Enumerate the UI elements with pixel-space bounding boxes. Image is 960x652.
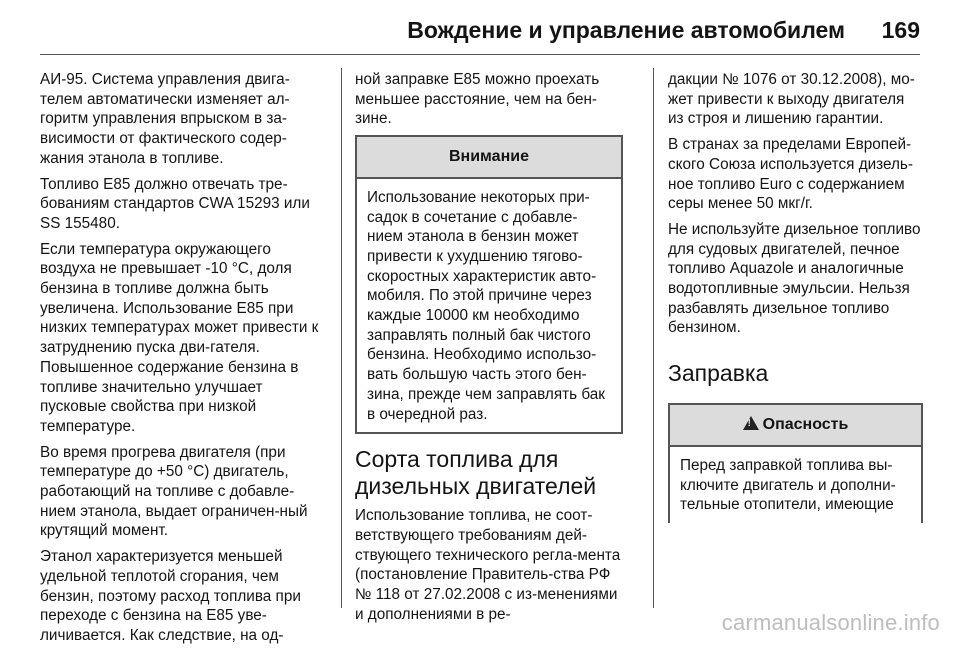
paragraph: дакции № 1076 от 30.12.2008), мо-жет привести к выходу двигателя из строя и лишению гарантии.: [668, 71, 915, 128]
paragraph: Использование топлива, не соот-ветствующего требованиям дей-ствующего технического регла-мента (постановление Правитель-ства РФ № 118 от 27.02.2008 с из-менениями и дополнениями в ре-: [355, 507, 621, 623]
danger-title: Опасность: [762, 416, 849, 434]
section-title-refueling: Заправка: [668, 360, 769, 387]
section-title-diesel: Сорта топлива для дизельных двигателей: [355, 446, 597, 500]
paragraph: АИ-95. Система управления двига-телем автоматически изменяет ал-горитм управления впрыском в за-висимости от фактического содер-жания этанола в топливе.: [40, 71, 290, 167]
paragraph: Этанол характеризуется меньшей удельной теплотой сгорания, чем бензин, поэтому расход топлива при переходе с бензина на E85 уве-личивается. Как следствие, на од-: [40, 548, 301, 644]
page-number: 169: [881, 17, 920, 43]
danger-header: [670, 405, 921, 447]
warning-triangle-icon: [743, 416, 759, 430]
column-divider-1: [341, 68, 342, 608]
paragraph: Если температура окружающего воздуха не превышает -10 °C, доля бензина в топливе должна быть увеличена. Использование E85 при низких температурах может привести к затруднению пуска дви-гателя. Повышенное содержание бензина в топливе значительно улучшает пусковые свойства при низкой температуре.: [40, 240, 319, 435]
column-1: [40, 70, 326, 652]
page-header: [0, 0, 960, 62]
header-divider: [40, 54, 920, 55]
column-3: [668, 70, 923, 523]
notice-box: [355, 135, 623, 434]
paragraph: Не используйте дизельное топливо для судовых двигателей, печное топливо Aquazole и аналогичные водотопливные эмульсии. Нельзя разбавлять дизельное топливо бензином.: [668, 220, 921, 337]
header-title: Вождение и управление автомобилем: [407, 17, 845, 43]
danger-body: [670, 447, 921, 523]
column-2: [355, 70, 623, 630]
paragraph: В странах за пределами Европей-ского Союза используется дизель-ное топливо Euro с содержанием серы менее 50 мкг/г.: [668, 136, 913, 213]
danger-box: [668, 403, 923, 523]
notice-text: Использование некоторых при-садок в сочетание с добавле-нием этанола в бензин может привести к ухудшению тягово-скоростных характеристик авто-мобиля. По этой причине через каждые 10000 км необходимо заправлять полный бак чистого бензина. Необходимо использо-вать большую часть этого бен-зина, прежде чем заправлять бак в очередной раз.: [367, 188, 605, 423]
notice-body: [357, 179, 621, 432]
danger-text: Перед заправкой топлива вы-ключите двигатель и дополни-тельные отопители, имеющие: [680, 456, 896, 514]
notice-title: Внимание: [357, 137, 621, 179]
column-divider-2: [653, 68, 654, 608]
paragraph: Во время прогрева двигателя (при температуре до +50 °C) двигатель, работающий на топливе с добавле-нием этанола, выдает ограничен-ный крутящий момент.: [40, 443, 308, 540]
paragraph: Топливо E85 должно отвечать тре-бованиям стандартов CWA 15293 или SS 155480.: [40, 175, 310, 232]
paragraph: ной заправке E85 можно проехать меньшее расстояние, чем на бен-зине.: [355, 71, 600, 128]
watermark: carmanualsonline.info: [721, 610, 940, 635]
